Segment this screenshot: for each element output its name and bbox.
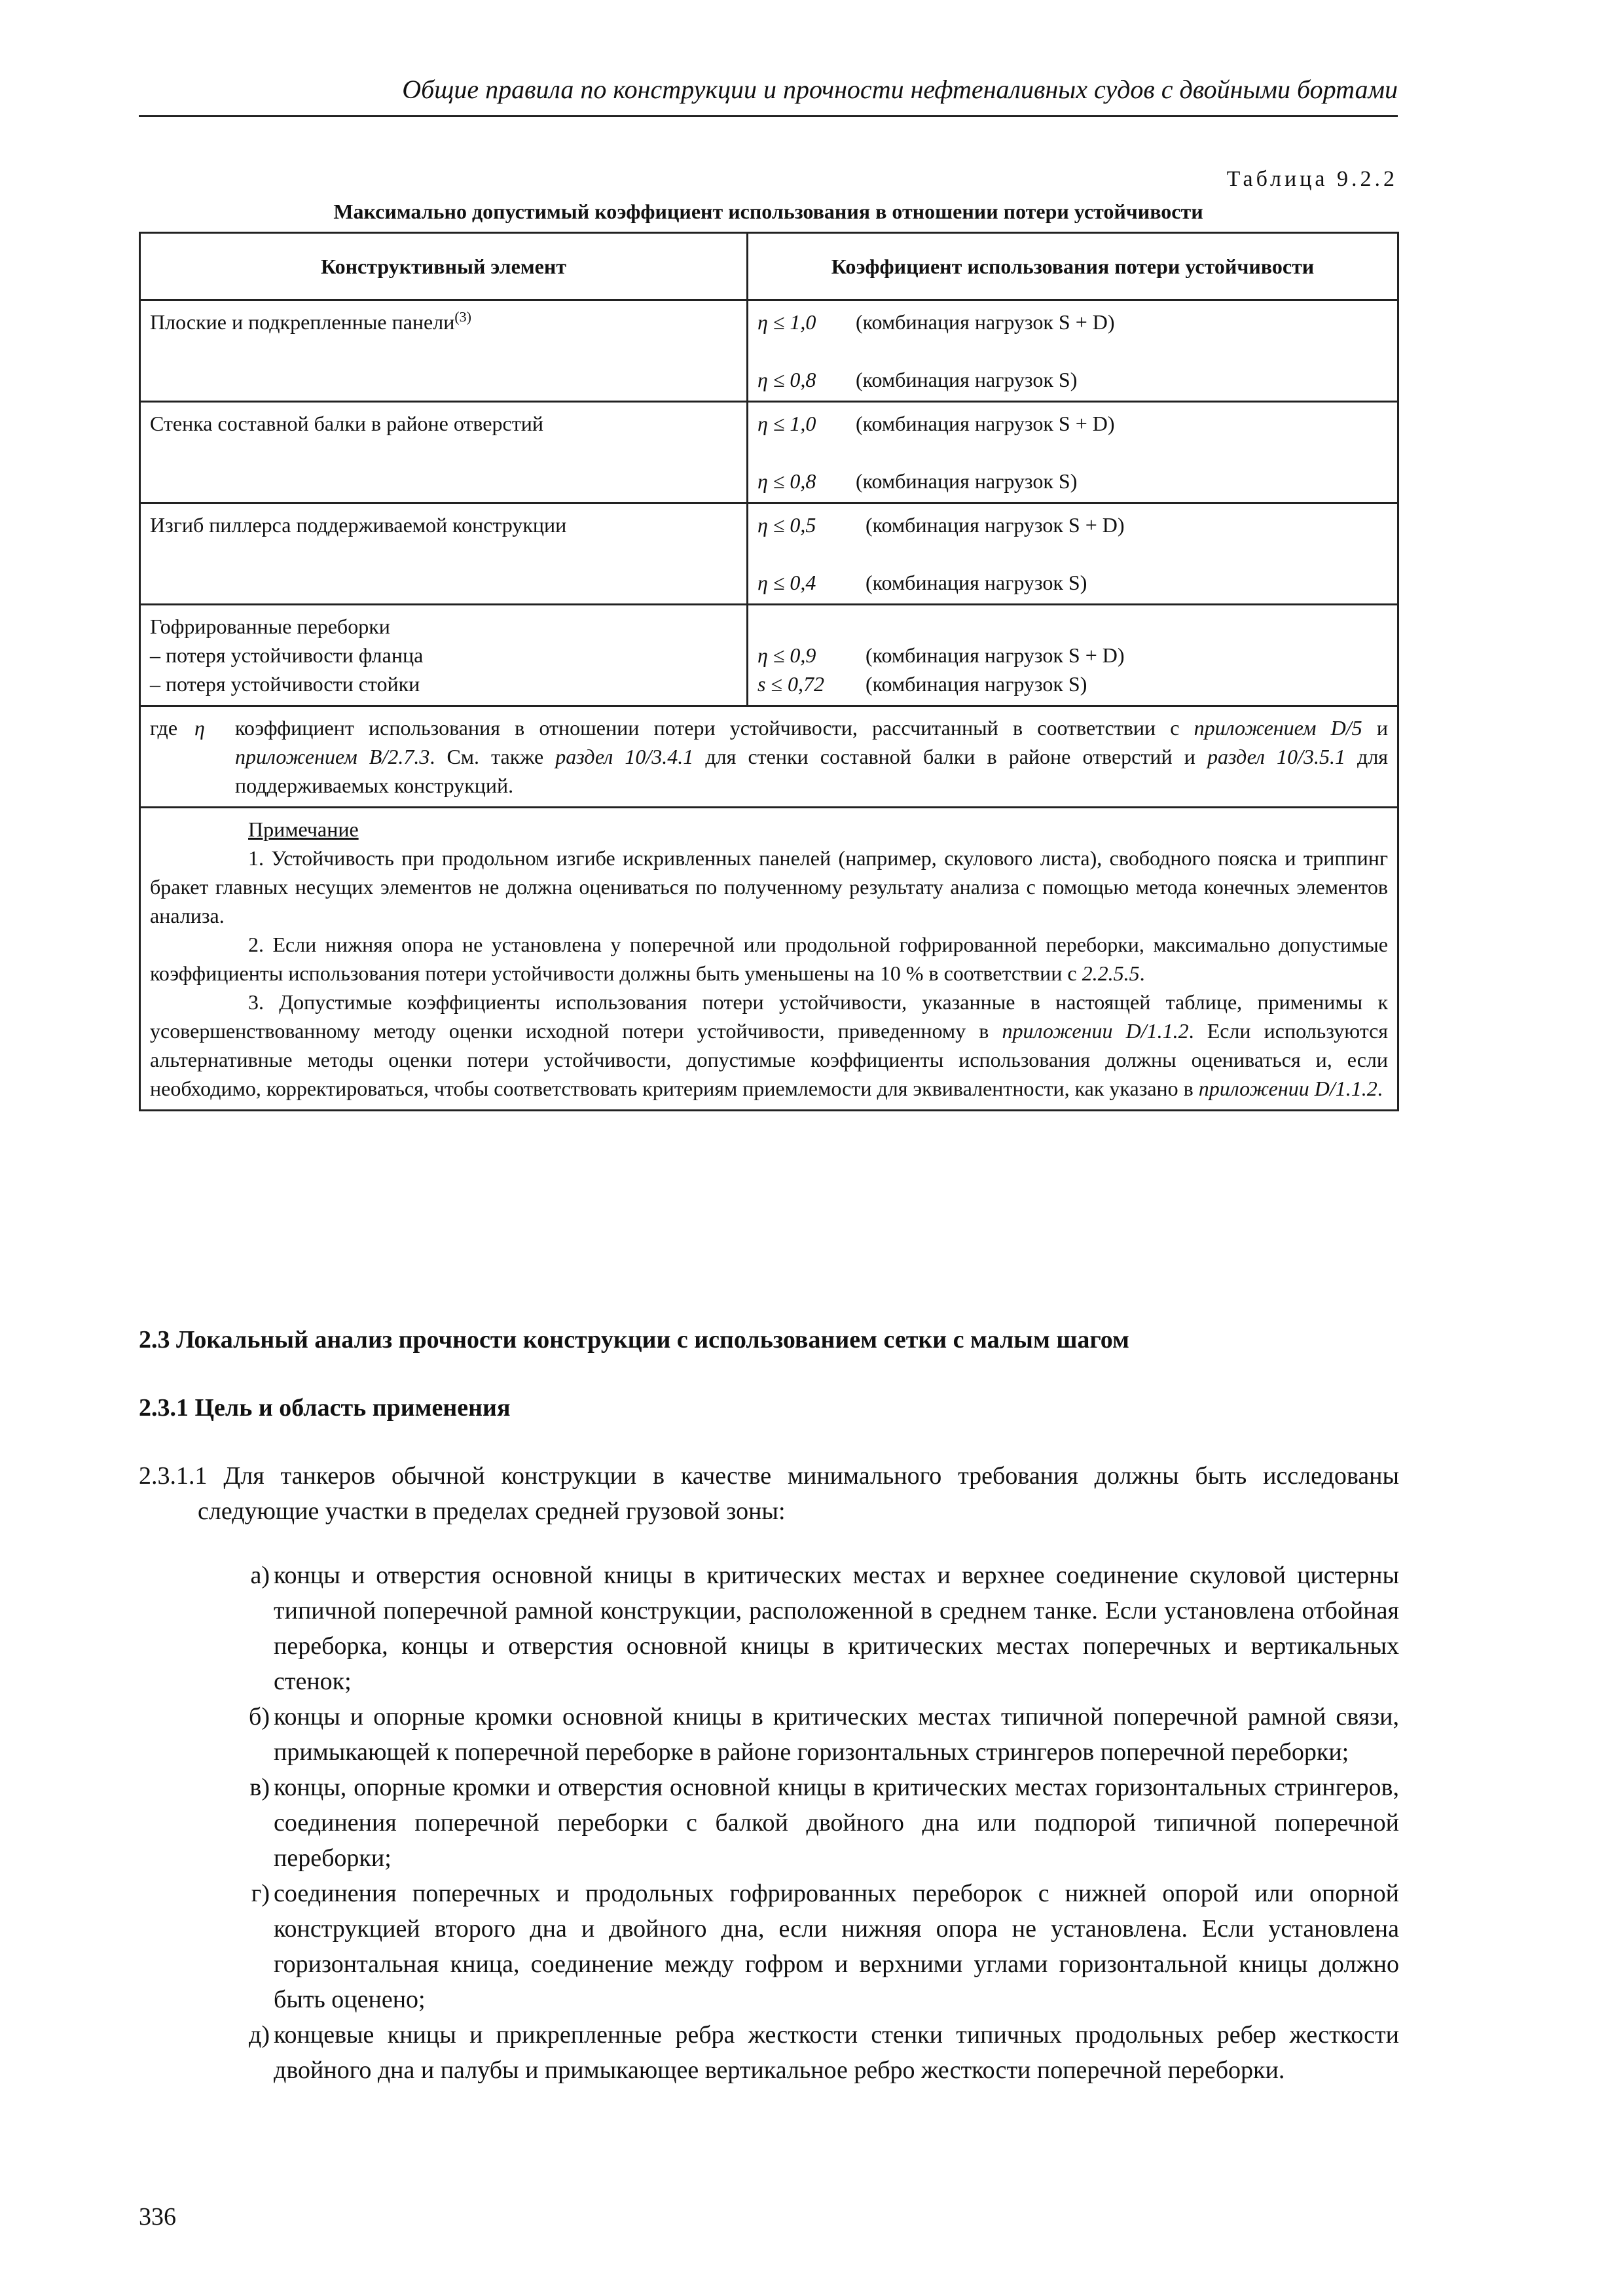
list-marker: б) <box>249 1703 270 1731</box>
definition-text: коэффициент использования в отношении потери устойчивости, рассчитанный в соответствии с приложением D/5 и приложением B/2.7.3. См. также раздел 10/3.4.1 для стенки составной балки в районе отверстий и раздел 10/3.5.1 для поддерживаемых конструкций. <box>235 716 1389 797</box>
element-cell <box>140 503 748 605</box>
list-marker: в) <box>249 1774 270 1801</box>
load-combination: (комбинация нагрузок S) <box>865 672 1087 696</box>
factor-expression: η ≤ 0,4 <box>757 571 816 594</box>
notes-cell <box>140 808 1398 1111</box>
list-item-text: соединения поперечных и продольных гофрированных переборок с нижней опорой или опорной конструкцией второго дна и двойного дна, если нижняя опора не установлена. Если установлена горизонтальная кница, соединение между гофром и верхними углами горизонтальной кницы должно быть оценено; <box>274 1880 1399 2013</box>
element-subitem: – потеря устойчивости стойки <box>150 672 420 696</box>
requirement-list <box>139 1558 1399 2088</box>
section-heading: 2.3 Локальный анализ прочности конструкции с использованием сетки с малым шагом <box>139 1326 1129 1354</box>
factor-cell <box>747 605 1398 706</box>
factor-expression: η ≤ 1,0 <box>757 310 816 334</box>
factor-expression: η ≤ 1,0 <box>757 412 816 435</box>
notes-row <box>140 808 1398 1111</box>
cross-ref: 2.2.5.5 <box>1082 961 1140 985</box>
load-combination: (комбинация нагрузок S + D) <box>855 412 1115 435</box>
definition-row <box>140 706 1398 808</box>
element-subitem: – потеря устойчивости фланца <box>150 643 424 667</box>
list-item-text: концы, опорные кромки и отверстия основной кницы в критических местах горизонтальных стрингеров, соединения поперечной переборки с балкой двойного дна или подпорой типичной поперечной переборки; <box>274 1774 1399 1872</box>
element-cell <box>140 605 748 706</box>
list-item-text: концы и опорные кромки основной кницы в критических местах типичной поперечной рамной связи, примыкающей к поперечной переборке в районе горизонтальных стрингеров поперечной переборки; <box>274 1703 1399 1766</box>
table-row <box>140 402 1398 503</box>
element-name: Плоские и подкрепленные панели <box>150 310 455 334</box>
list-item <box>139 2017 1399 2088</box>
table-row <box>140 300 1398 402</box>
element-name: Стенка составной балки в районе отверстий <box>150 412 543 435</box>
load-combination: (комбинация нагрузок S + D) <box>855 310 1115 334</box>
load-combination: (комбинация нагрузок S) <box>865 571 1087 594</box>
factor-expression: η ≤ 0,9 <box>757 643 816 667</box>
list-marker: а) <box>250 1562 270 1589</box>
paragraph-2-3-1-1: 2.3.1.1 Для танкеров обычной конструкции в качестве минимального требования должны быть исследованы следующие участки в пределах средней грузовой зоны: <box>139 1462 1399 1525</box>
list-marker: д) <box>249 2021 270 2049</box>
header-rule <box>139 115 1398 117</box>
factor-cell <box>747 503 1398 605</box>
element-cell <box>140 402 748 503</box>
table-caption: Максимально допустимый коэффициент использования в отношении потери устойчивости <box>333 200 1203 223</box>
column-header-element: Конструктивный элемент <box>140 233 748 300</box>
running-header: Общие правила по конструкции и прочности нефтеналивных судов с двойными бортами <box>402 75 1398 104</box>
element-name: Изгиб пиллерса поддерживаемой конструкции <box>150 513 567 537</box>
factor-expression: s ≤ 0,72 <box>757 672 824 696</box>
list-item-text: концы и отверстия основной кницы в критических местах и верхнее соединение скуловой цистерны типичной поперечной рамной конструкции, расположенной в среднем танке. Если установлена отбойная переборка, концы и отверстия основной кницы в критических местах поперечных и вертикальных стенок; <box>274 1562 1399 1695</box>
element-cell <box>140 300 748 402</box>
footnote-ref: (3) <box>454 308 471 325</box>
cross-ref: раздел 10/3.5.1 <box>1207 745 1345 768</box>
load-combination: (комбинация нагрузок S) <box>855 368 1078 391</box>
note-2: 2. Если нижняя опора не установлена у поперечной или продольной гофрированной переборки, максимально допустимые коэффициенты использования потери устойчивости должны быть уменьшены на 10 % в соответствии с 2.2.5.5. <box>150 933 1388 985</box>
eta-symbol: η <box>194 716 205 740</box>
factor-expression: η ≤ 0,8 <box>757 469 816 493</box>
load-combination: (комбинация нагрузок S) <box>855 469 1078 493</box>
list-marker: г) <box>251 1880 270 1907</box>
list-item <box>139 1558 1399 1699</box>
column-header-factor: Коэффициент использования потери устойчивости <box>747 233 1398 300</box>
subsection-heading: 2.3.1 Цель и область применения <box>139 1394 511 1422</box>
list-item <box>139 1699 1399 1770</box>
element-name: Гофрированные переборки <box>150 615 390 638</box>
table-row <box>140 503 1398 605</box>
list-item <box>139 1770 1399 1876</box>
table-number: Таблица 9.2.2 <box>1226 167 1398 191</box>
cross-ref: приложением D/5 <box>1194 716 1362 740</box>
cross-ref: приложением B/2.7.3 <box>235 745 430 768</box>
note-3: 3. Допустимые коэффициенты использования потери устойчивости, указанные в настоящей таблице, применимы к усовершенствованному методу оценки исходной потери устойчивости, приведенному в приложении D/1.1.2. Если используются альтернативные методы оценки потери устойчивости, допустимые коэффициенты использования должны оцениваться и, если необходимо, корректироваться, чтобы соответствовать критериям приемлемости для эквивалентности, как указано в приложении D/1.1.2. <box>150 990 1389 1100</box>
note-1: 1. Устойчивость при продольном изгибе искривленных панелей (например, скулового листа), свободного пояска и триппинг бракет главных несущих элементов не должна оцениваться по полученному результату анализа с помощью метода конечных элементов анализа. <box>150 846 1388 927</box>
factor-cell <box>747 402 1398 503</box>
buckling-utilisation-table <box>139 232 1399 1111</box>
factor-expression: η ≤ 0,8 <box>757 368 816 391</box>
page-number: 336 <box>139 2203 176 2231</box>
list-item <box>139 1876 1399 2017</box>
cross-ref: приложении D/1.1.2 <box>1002 1019 1189 1043</box>
cross-ref: раздел 10/3.4.1 <box>555 745 694 768</box>
table-row <box>140 605 1398 706</box>
definition-cell <box>140 706 1398 808</box>
body-text <box>139 1322 1399 2088</box>
load-combination: (комбинация нагрузок S + D) <box>865 643 1125 667</box>
list-item-text: концевые кницы и прикрепленные ребра жесткости стенки типичных продольных ребер жесткости двойного дна и палубы и примыкающее вертикальное ребро жесткости поперечной переборки. <box>274 2021 1399 2084</box>
notes-title: Примечание <box>248 817 359 841</box>
where-label: где <box>150 716 178 740</box>
factor-expression: η ≤ 0,5 <box>757 513 816 537</box>
load-combination: (комбинация нагрузок S + D) <box>865 513 1125 537</box>
cross-ref: приложении D/1.1.2 <box>1198 1077 1377 1100</box>
table-header-row <box>140 233 1398 300</box>
factor-cell <box>747 300 1398 402</box>
